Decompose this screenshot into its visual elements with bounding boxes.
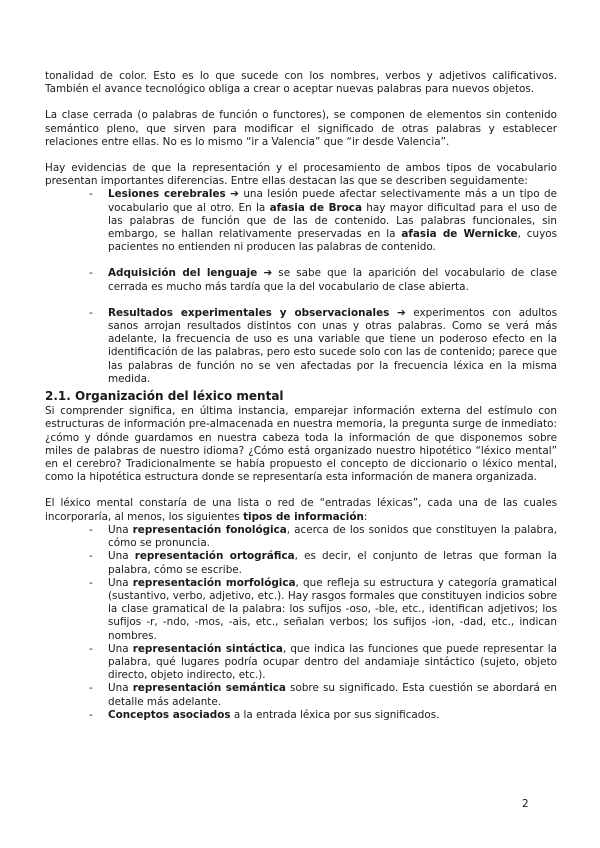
- bullet-mark: -: [89, 642, 93, 655]
- list-item: - Una representación fonológica, acerca de los sonidos que constituyen la palabra, cómo se pronuncia.: [89, 523, 557, 550]
- list-item: - Una representación semántica sobre su significado. Esta cuestión se abordará en detalle más adelante.: [89, 682, 557, 708]
- item-title: Lesiones cerebrales: [108, 188, 226, 201]
- paragraph-evidence-intro: Hay evidencias de que la representación y el procesamiento de ambos tipos de vocabulario presentan importantes diferencias. Entre ellas destacan las que se describen seguidamente:: [45, 162, 557, 188]
- bullet-mark: -: [89, 188, 93, 201]
- paragraph-info-types-intro: El léxico mental constaría de una lista o red de “entradas léxicas”, cada una de las cuales incorporaría, al menos, los siguientes tipos de información:: [45, 497, 557, 523]
- paragraph-closed-class: La clase cerrada (o palabras de función o functores), se componen de elementos sin contenido semántico pleno, que sirven para modificar el significado de otras palabras y establecer relaciones entre ellas. No es lo mismo “ir a Valencia” que “ir desde Valencia”.: [45, 109, 557, 148]
- bullet-mark: -: [89, 708, 93, 721]
- list-item: - Adquisición del lenguaje ➔ se sabe que la aparición del vocabulario de clase cerrada es mucho más tardía que la del vocabulario de clase abierta.: [89, 267, 557, 293]
- bullet-mark: -: [89, 523, 93, 536]
- section-heading: 2.1. Organización del léxico mental: [45, 389, 284, 404]
- evidence-list: [45, 188, 557, 386]
- bullet-mark: -: [89, 576, 93, 589]
- document-body: [45, 70, 557, 722]
- list-item: - Resultados experimentales y observacionales ➔ experimentos con adultos sanos arrojan resultados distintos con unas y otras palabras. Como se verá más adelante, la frecuencia de uso es una variable que tiene un poderoso efecto en la identificación de las palabras, pero esto sucede solo con las de contenido; parece que las palabras de función no se ven afectadas por la frecuencia léxica en la misma medida.: [89, 306, 557, 385]
- arrow-icon: ➔: [263, 267, 273, 280]
- info-types-list: [45, 524, 557, 722]
- list-item: - Lesiones cerebrales ➔ una lesión puede afectar selectivamente más a un tipo de vocabulario que al otro. En la afasia de Broca hay mayor dificultad para el uso de las palabras de función que de las de contenido. Las palabras funcionales, sin embargo, se hallan relativamente preservadas en la afasia de Wernicke, cuyos pacientes no entienden ni producen las palabras de contenido.: [89, 188, 558, 254]
- list-item: - Conceptos asociados a la entrada léxica por sus significados.: [89, 708, 440, 721]
- list-item: - Una representación ortográfica, es decir, el conjunto de letras que forman la palabra, cómo se escribe.: [89, 550, 557, 576]
- bullet-mark: -: [89, 550, 93, 563]
- list-item: - Una representación morfológica, que refleja su estructura y categoría gramatical (sustantivo, verbo, adjetivo, etc.). Hay rasgos formales que constituyen indicios sobre la clase gramatical de la palabra: los sufijos -oso, -ble, etc., identifican adjetivos; los sufijos -r, -ndo, -mos, -ais, etc., señalan verbos; los sufijos -ion, -dad, etc., indican nombres.: [89, 576, 557, 642]
- bullet-mark: -: [89, 682, 93, 695]
- bullet-mark: -: [89, 306, 93, 319]
- item-title: Adquisición del lenguaje: [108, 267, 258, 280]
- item-title: Resultados experimentales y observacionales: [108, 306, 390, 319]
- list-item: - Una representación sintáctica, que indica las funciones que puede representar la palabra, qué lugares podría ocupar dentro del andamiaje sintáctico (sujeto, objeto directo, objeto indirecto, etc.).: [89, 642, 557, 682]
- paragraph-mental-lexicon: Si comprender significa, en última instancia, emparejar información externa del estímulo con estructuras de información pre-almacenada en nuestra memoria, la pregunta surge de inmediato: ¿cómo y dónde guardamos en nuestra cabeza toda la información de que disponemos sobre miles de palabras de nuestro idioma? ¿Cómo está organizado nuestro hipotético “léxico mental” en el cerebro? Tradicionalmente se había propuesto el concepto de diccionario o léxico mental, como la hipotética estructura donde se representaría esta información de manera organizada.: [45, 405, 557, 484]
- page-number: 2: [522, 798, 529, 810]
- arrow-icon: ➔: [396, 306, 406, 319]
- arrow-icon: ➔: [230, 188, 239, 201]
- paragraph-open-class: tonalidad de color. Esto es lo que sucede con los nombres, verbos y adjetivos calificativos. También el avance tecnológico obliga a crear o aceptar nuevas palabras para nuevos objetos.: [45, 70, 557, 96]
- bullet-mark: -: [89, 267, 93, 280]
